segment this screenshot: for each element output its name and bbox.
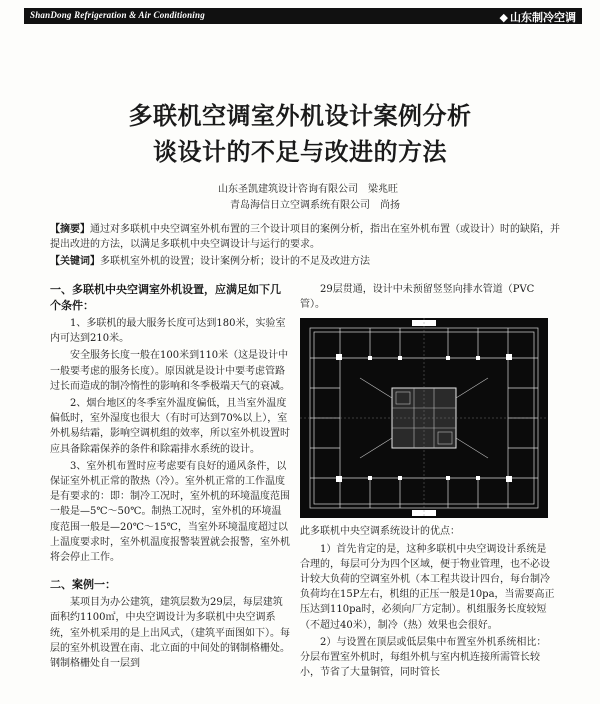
figure-caption: 此多联机中央空调系统设计的优点： bbox=[300, 526, 460, 538]
floor-plan-figure bbox=[300, 318, 548, 518]
right-column bbox=[300, 282, 556, 682]
paragraph: 3、室外机布置时应考虑要有良好的通风条件，以保证室外机正常的散热（冷）。室外机正常的工作温度是有要求的：即：制冷工况时，室外机的环境温度范围一般是—5℃～50℃。制热工况时，室外机的环境温度范围一般是—20℃～15℃，当室外环境温度超过以上温度要求时，室外机温度报警装置就会报警，室外机将会停止工作。 bbox=[50, 460, 290, 564]
article-title-line1: 多联机空调室外机设计案例分析 bbox=[128, 102, 472, 130]
paragraph: 某项目为办公建筑，建筑层数为29层，每层建筑面积约1100㎡，中央空调设计为多联机中央空调系统，室外机采用的是上出风式，（建筑平面图如下）。每层的室外机设置在南、北立面的中间处的钢制格栅处。钢制格栅处自一层到 bbox=[50, 597, 290, 670]
keywords-label: 【关键词】 bbox=[50, 256, 100, 267]
floor-plan-drawing bbox=[300, 318, 548, 518]
keywords bbox=[50, 254, 560, 269]
abstract-text: 通过对多联机中央空调室外机布置的三个设计项目的案例分析，指出在室外机布置（或设计）时的缺陷，并提出改进的方法，以满足多联机中央空调设计与运行的要求。 bbox=[50, 224, 560, 250]
left-column bbox=[50, 282, 290, 673]
author-line1: 山东圣凯建筑设计咨询有限公司 梁兆旺 bbox=[218, 184, 398, 195]
paragraph: 安全服务长度一般在100米到110米（这是设计中一般要考虑的服务长度）。原因就是设计中要考虑管路过长而造成的制冷惰性的影响和冬季极端天气的衰减。 bbox=[50, 350, 290, 392]
keywords-text: 多联机室外机的设置；设计案例分析；设计的不足及改进方法 bbox=[100, 256, 370, 267]
paragraph: 2、烟台地区的冬季室外温度偏低，且当室外温度偏低时，室外湿度也很大（有时可达到70%以上），室外机易结霜，影响空调机组的效率，所以室外机设置时应具备除霜保养的条件和除霜排水系统的设计。 bbox=[50, 398, 290, 455]
section-heading-1: 一、多联机中央空调室外机设置，应满足如下几个条件： bbox=[50, 283, 281, 312]
journal-column bbox=[500, 9, 576, 25]
paragraph: 1、多联机的最大服务长度可达到180米，实验室内可达到210米。 bbox=[50, 318, 286, 345]
journal-header-bar bbox=[24, 8, 582, 24]
author-line2: 青岛海信日立空调系统有限公司 尚扬 bbox=[230, 200, 400, 211]
paragraph: 1）首先肯定的是，这种多联机中央空调设计系统是合理的，每层可分为四个区域，便于物业管理，也不必设计较大负荷的空调室外机（本工程共设计四台，每台制冷负荷均在15P左右，机组的正压一般是10pa，当需要高正压达到110pa时，必须向厂方定制）。机组服务长度较短（不超过40米），制冷（热）效果也会很好。 bbox=[300, 543, 555, 631]
paragraph: 2）与设置在顶层或低层集中布置室外机系统相比：分层布置室外机时，每组外机与室内机连接所需管长较小，节省了大量铜管，同时管长 bbox=[300, 636, 547, 679]
section-heading-2: 二、案例一： bbox=[50, 578, 116, 592]
diamond-icon: ◆ bbox=[499, 11, 508, 24]
abstract bbox=[50, 222, 560, 252]
journal-column-label: 山东制冷空调 bbox=[510, 11, 576, 24]
journal-name: ShanDong Refrigeration & Air Conditioning bbox=[30, 10, 205, 20]
article-title-line2: 谈设计的不足与改进的方法 bbox=[153, 138, 447, 166]
paragraph: 29层贯通，设计中未预留竖竖向排水管道（PVC管）。 bbox=[300, 284, 535, 311]
abstract-label: 【摘要】 bbox=[50, 224, 90, 235]
